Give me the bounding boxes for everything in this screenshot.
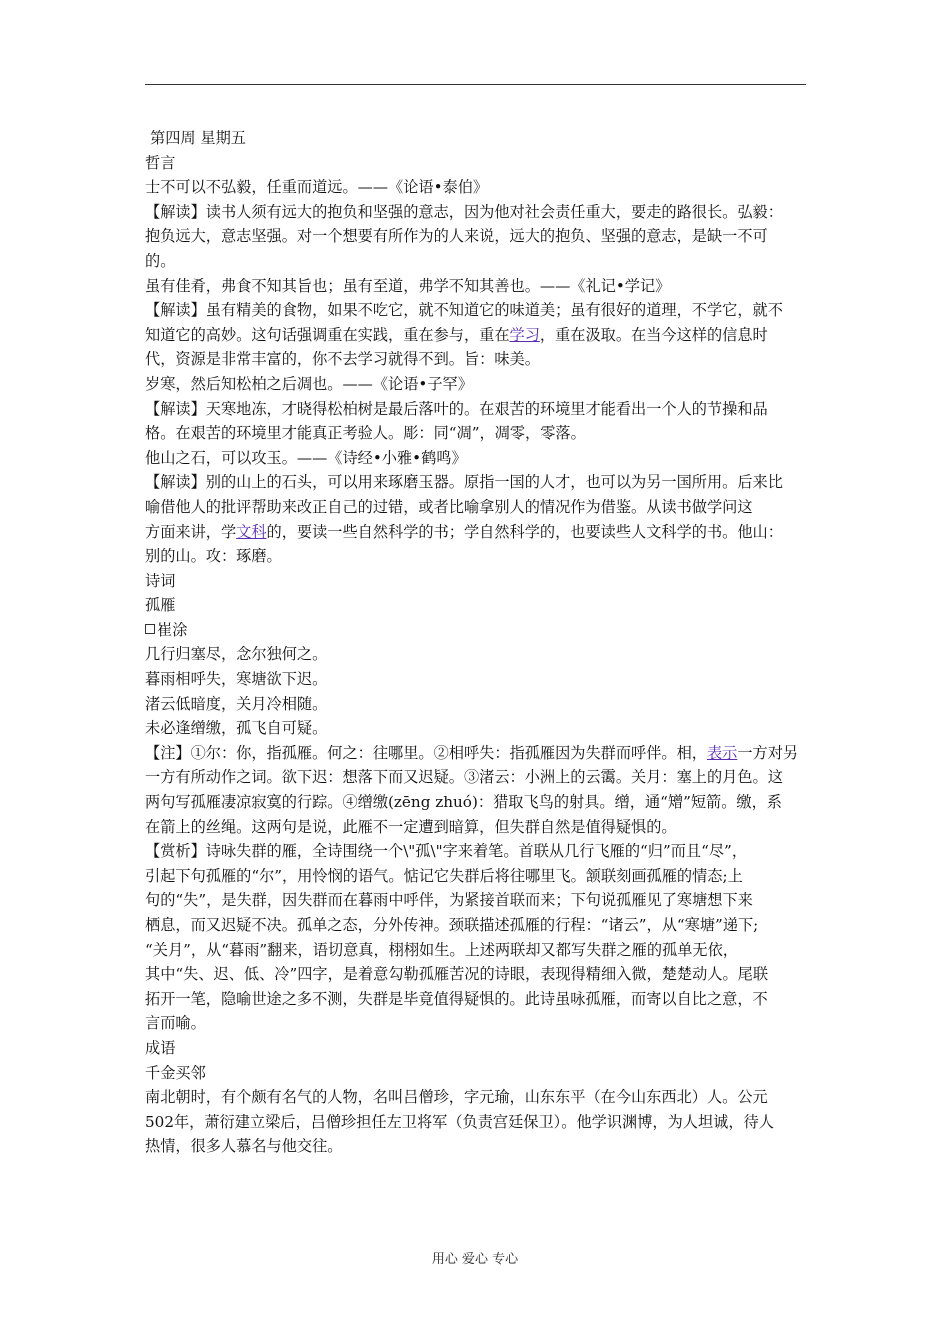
quote-4-explanation-line: 喻借他人的批评帮助来改正自己的过错，或者比喻拿别人的情况作为借鉴。从读书做学问这 [145,497,753,516]
poem-appreciation-line: 句的“失”，是失群，因失群而在暮雨中呼伴，为紧接首联而来；下句说孤雁见了寒塘想下来 [145,891,753,910]
poem-author [145,618,810,643]
text-segment: 的，要读一些自然科学的书；学自然科学的，也要读些人文科学的书。他山： [266,522,783,541]
section-heading-shici: 诗词 [145,571,176,590]
poem-note-line: 在箭上的丝绳。这两句是说，此雁不一定遭到暗算，但失群自然是值得疑惧的。 [145,817,677,836]
poem-title: 孤雁 [145,596,176,615]
text-segment: 方面来讲，学 [145,522,237,541]
poem-author-name: 崔涂 [157,620,188,639]
poem-note-line: 一方有所动作之词。欲下迟：想落下而又迟疑。③渚云：小洲上的云霭。关月：塞上的月色。这 [145,768,783,787]
idiom-story-line: 502年，萧衍建立梁后，吕僧珍担任左卫将军（负责宫廷保卫）。他学识渊博，为人坦诚，待人 [145,1112,774,1131]
quote-1-explanation-line: 【解读】读书人须有远大的抱负和坚强的意志，因为他对社会责任重大，要走的路很长。弘毅： [145,202,783,221]
link-biaoshi[interactable]: 表示 [706,743,738,762]
poem-line: 几行归塞尽，念尔独何之。 [145,645,328,664]
text-segment: ，重在汲取。在当今这样的信息时 [539,325,768,344]
quote-4-explanation-line [145,520,810,545]
poem-line: 未必逢缯缴，孤飞自可疑。 [145,719,328,738]
idiom-title: 千金买邻 [145,1063,206,1082]
document-body [145,126,810,1159]
quote-2-explanation-line: 代，资源是非常丰富的，你不去学习就得不到。旨：味美。 [145,350,540,369]
quote-3-explanation-line: 格。在艰苦的环境里才能真正考验人。彫：同“凋”，凋零，零落。 [145,424,586,443]
page-footer: 用心 爱心 专心 [431,1252,519,1267]
quote-4-explanation-line: 【解读】别的山上的石头，可以用来琢磨玉器。原指一国的人才，也可以为另一国所用。后来比 [145,473,783,492]
poem-appreciation-line: 言而喻。 [145,1014,206,1033]
poem-note-line [145,741,810,766]
section-heading-chengyu: 成语 [145,1038,176,1057]
quote-2-explanation-line [145,323,810,348]
quote-2: 虽有佳肴，弗食不知其旨也；虽有至道，弗学不知其善也。——《礼记•学记》 [145,276,671,295]
text-segment: 一方对另 [737,743,799,762]
square-icon [145,624,155,634]
header-rule [145,84,806,85]
poem-appreciation-line: 【赏析】诗咏失群的雁，全诗围绕一个\"孤\"字来着笔。首联从几行飞雁的“归”而且“尽”， [145,842,748,861]
quote-1-explanation-line: 的。 [145,251,176,270]
quote-4: 他山之石，可以攻玉。——《诗经•小雅•鹤鸣》 [145,448,467,467]
link-wenke[interactable]: 文科 [236,522,267,541]
idiom-story-line: 热情，很多人慕名与他交往。 [145,1137,343,1156]
poem-appreciation-line: 其中“失、迟、低、冷”四字，是着意勾勒孤雁苦况的诗眼，表现得精细入微，楚楚动人。尾联 [145,965,769,984]
quote-1: 士不可以不弘毅，任重而道远。——《论语•泰伯》 [145,178,489,197]
text-segment: 【注】①尔：你，指孤雁。何之：往哪里。②相呼失：指孤雁因为失群而呼伴。相， [145,743,707,762]
link-xuexi[interactable]: 学习 [509,325,540,344]
quote-4-explanation-line: 别的山。攻：琢磨。 [145,547,282,566]
quote-3: 岁寒，然后知松柏之后凋也。——《论语•子罕》 [145,374,473,393]
poem-line: 渚云低暗度，关月冷相随。 [145,694,328,713]
poem-appreciation-line: 引起下句孤雁的“尔”，用怜悯的语气。惦记它失群后将往哪里飞。颔联刻画孤雁的情态;上 [145,866,743,885]
quote-3-explanation-line: 【解读】天寒地冻，才晓得松柏树是最后落叶的。在艰苦的环境里才能看出一个人的节操和品 [145,399,768,418]
poem-appreciation-line: 栖息，而又迟疑不决。孤单之态，分外传神。颈联描述孤雁的行程：“诸云”，从“寒塘”递下; [145,916,759,934]
poem-appreciation-line: “关月”，从“暮雨”翻来，语切意真，栩栩如生。上述两联却又都写失群之雁的孤单无依， [145,940,738,959]
poem-note-line: 两句写孤雁凄凉寂寞的行踪。④缯缴(zēng zhuó)：猎取飞鸟的射具。缯，通“矰”短箭。缴，系 [145,793,782,812]
text-segment: 知道它的高妙。这句话强调重在实践，重在参与，重在 [145,325,510,344]
quote-1-explanation-line: 抱负远大，意志坚强。对一个想要有所作为的人来说，远大的抱负、坚强的意志，是缺一不可 [145,227,768,246]
idiom-story-line: 南北朝时，有个颇有名气的人物，名叫吕僧珍，字元瑜，山东东平（在今山东西北）人。公元 [145,1088,768,1107]
quote-2-explanation-line: 【解读】虽有精美的食物，如果不吃它，就不知道它的味道美；虽有很好的道理，不学它，就不 [145,301,783,320]
page-title: 第四周 星期五 [150,129,246,147]
poem-appreciation-line: 拓开一笔，隐喻世途之多不测，失群是毕竟值得疑惧的。此诗虽咏孤雁，而寄以自比之意，不 [145,989,768,1008]
poem-line: 暮雨相呼失，寒塘欲下迟。 [145,670,328,689]
section-heading-zheyan: 哲言 [145,153,176,172]
